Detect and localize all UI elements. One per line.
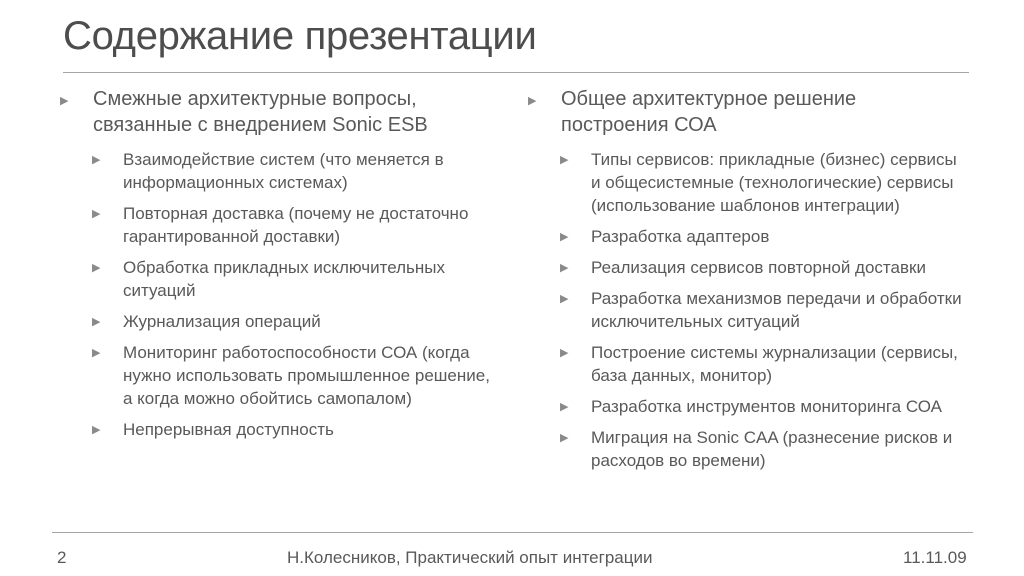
triangle-bullet-icon: ▶ (92, 347, 101, 359)
left-column (60, 86, 490, 449)
list-item-text: Построение системы журнализации (сервисы, база данных, монитор) (591, 343, 958, 385)
list-item-text: Обработка прикладных исключительных ситуаций (123, 258, 446, 300)
list-item-text: Типы сервисов: прикладные (бизнес) сервисы и общесистемные (технологические) сервисы (использование шаблонов интеграции) (591, 150, 957, 215)
list-item (528, 287, 968, 333)
page-number: 2 (57, 548, 67, 567)
list-item-text: Разработка механизмов передачи и обработки исключительных ситуаций (591, 289, 962, 331)
footer-divider (52, 532, 973, 533)
right-heading: Общее архитектурное решение построения СОА (561, 88, 857, 136)
list-item (528, 426, 968, 472)
list-item (528, 148, 968, 217)
list-item (60, 310, 490, 333)
list-item-text: Реализация сервисов повторной доставки (591, 258, 926, 277)
triangle-bullet-icon: ▶ (92, 424, 101, 436)
triangle-bullet-icon: ▶ (528, 95, 537, 107)
list-item-text: Разработка адаптеров (591, 227, 770, 246)
triangle-bullet-icon: ▶ (560, 432, 569, 444)
left-heading-item (60, 86, 490, 138)
list-item-text: Разработка инструментов мониторинга СОА (591, 397, 942, 416)
triangle-bullet-icon: ▶ (560, 231, 569, 243)
list-item-text: Мониторинг работоспособности СОА (когда нужно использовать промышленное решение, а когда можно обойтись самопалом) (123, 343, 490, 408)
list-item (60, 256, 490, 302)
list-item (528, 341, 968, 387)
list-item (528, 256, 968, 279)
triangle-bullet-icon: ▶ (560, 401, 569, 413)
list-item-text: Миграция на Sonic CAA (разнесение рисков и расходов во времени) (591, 428, 953, 470)
list-item (60, 148, 490, 194)
right-column (528, 86, 968, 480)
list-item (60, 202, 490, 248)
list-item (60, 341, 490, 410)
left-heading: Смежные архитектурные вопросы, связанные с внедрением Sonic ESB (93, 88, 428, 136)
footer-text: Н.Колесников, Практический опыт интеграции (287, 548, 653, 567)
slide-title: Содержание презентации (63, 14, 537, 58)
list-item (528, 225, 968, 248)
title-divider (63, 72, 969, 73)
triangle-bullet-icon: ▶ (60, 95, 69, 107)
triangle-bullet-icon: ▶ (560, 154, 569, 166)
triangle-bullet-icon: ▶ (92, 154, 101, 166)
triangle-bullet-icon: ▶ (560, 293, 569, 305)
triangle-bullet-icon: ▶ (92, 208, 101, 220)
list-item-text: Непрерывная доступность (123, 420, 334, 439)
list-item-text: Журнализация операций (123, 312, 321, 331)
right-heading-item (528, 86, 968, 138)
triangle-bullet-icon: ▶ (560, 262, 569, 274)
list-item-text: Взаимодействие систем (что меняется в информационных системах) (123, 150, 444, 192)
list-item (528, 395, 968, 418)
list-item-text: Повторная доставка (почему не достаточно гарантированной доставки) (123, 204, 469, 246)
triangle-bullet-icon: ▶ (92, 262, 101, 274)
triangle-bullet-icon: ▶ (92, 316, 101, 328)
footer-date: 11.11.09 (903, 548, 967, 567)
triangle-bullet-icon: ▶ (560, 347, 569, 359)
list-item (60, 418, 490, 441)
